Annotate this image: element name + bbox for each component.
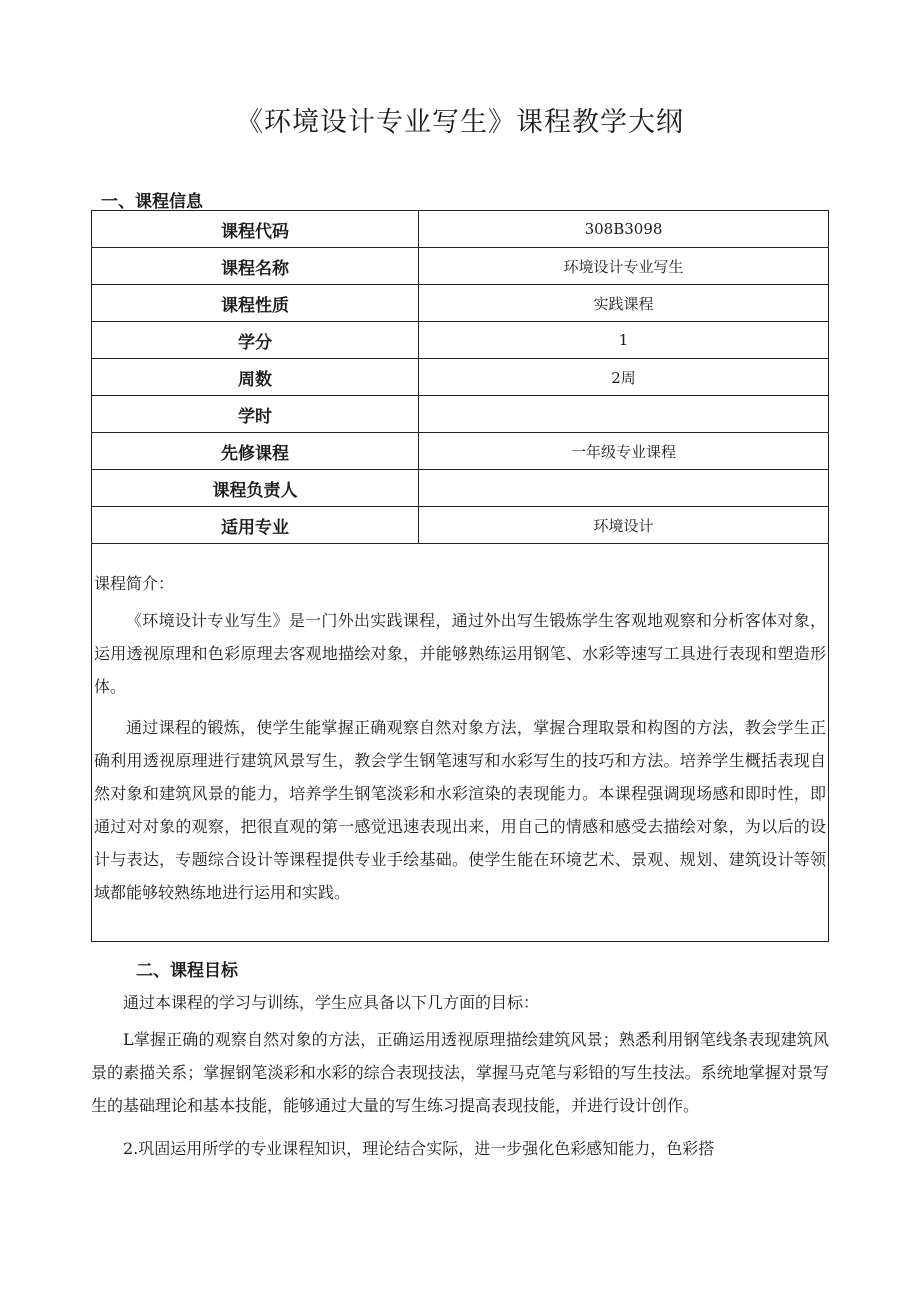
weeks-value: 2周	[419, 359, 829, 396]
course-lead-value	[419, 470, 829, 507]
course-intro-label: 课程简介：	[94, 574, 175, 593]
table-row	[92, 322, 829, 359]
course-code-value: 308B3098	[419, 211, 829, 248]
section-heading-course-info: 一、课程信息	[101, 192, 203, 212]
course-intro-paragraph-1: 《环境设计专业写生》是一门外出实践课程，通过外出写生锻炼学生客观地观察和分析客体对象，运用透视原理和色彩原理去客观地描绘对象，并能够熟练运用钢笔、水彩等速写工具进行表现和塑造形体。	[94, 611, 826, 696]
table-row	[92, 248, 829, 285]
applicable-major-value: 环境设计	[419, 507, 829, 544]
course-goal-item-1: L掌握正确的观察自然对象的方法，正确运用透视原理描绘建筑风景；熟悉利用钢笔线条表现建筑风景的素描关系；掌握钢笔淡彩和水彩的综合表现技法，掌握马克笔与彩铅的写生技法。系统地掌握对景写生的基础理论和基本技能，能够通过大量的写生练习提高表现技能，并进行设计创作。	[91, 1030, 829, 1115]
table-row	[92, 507, 829, 544]
prerequisite-label: 先修课程	[92, 433, 419, 470]
table-row	[92, 359, 829, 396]
prerequisite-value: 一年级专业课程	[419, 433, 829, 470]
table-row	[92, 544, 829, 942]
course-code-label: 课程代码	[92, 211, 419, 248]
credits-value: 1	[419, 322, 829, 359]
course-info-table	[91, 210, 829, 942]
table-row	[92, 433, 829, 470]
applicable-major-label: 适用专业	[92, 507, 419, 544]
course-goals-intro: 通过本课程的学习与训练，学生应具备以下几方面的目标：	[123, 993, 540, 1012]
course-goal-item-2: 2.巩固运用所学的专业课程知识，理论结合实际，进一步强化色彩感知能力，色彩搭	[123, 1139, 715, 1158]
course-name-value: 环境设计专业写生	[419, 248, 829, 285]
course-nature-label: 课程性质	[92, 285, 419, 322]
course-intro-paragraph-2: 通过课程的锻炼，使学生能掌握正确观察自然对象方法，掌握合理取景和构图的方法，教会学生正确利用透视原理进行建筑风景写生，教会学生钢笔速写和水彩写生的技巧和方法。培养学生概括表现自然对象和建筑风景的能力，培养学生钢笔淡彩和水彩渲染的表现能力。本课程强调现场感和即时性，即通过对对象的观察，把很直观的第一感觉迅速表现出来，用自己的情感和感受去描绘对象，为以后的设计与表达，专题综合设计等课程提供专业手绘基础。使学生能在环境艺术、景观、规划、建筑设计等领域都能够较熟练地进行运用和实践。	[94, 718, 826, 902]
course-name-label: 课程名称	[92, 248, 419, 285]
table-row	[92, 396, 829, 433]
table-row	[92, 285, 829, 322]
section-heading-course-goals: 二、课程目标	[136, 961, 238, 981]
table-row	[92, 470, 829, 507]
hours-value	[419, 396, 829, 433]
course-nature-value: 实践课程	[419, 285, 829, 322]
table-row	[92, 211, 829, 248]
credits-label: 学分	[92, 322, 419, 359]
course-intro-cell	[92, 544, 829, 942]
hours-label: 学时	[92, 396, 419, 433]
weeks-label: 周数	[92, 359, 419, 396]
course-lead-label: 课程负责人	[92, 470, 419, 507]
document-title: 《环境设计专业写生》课程教学大纲	[236, 107, 684, 138]
